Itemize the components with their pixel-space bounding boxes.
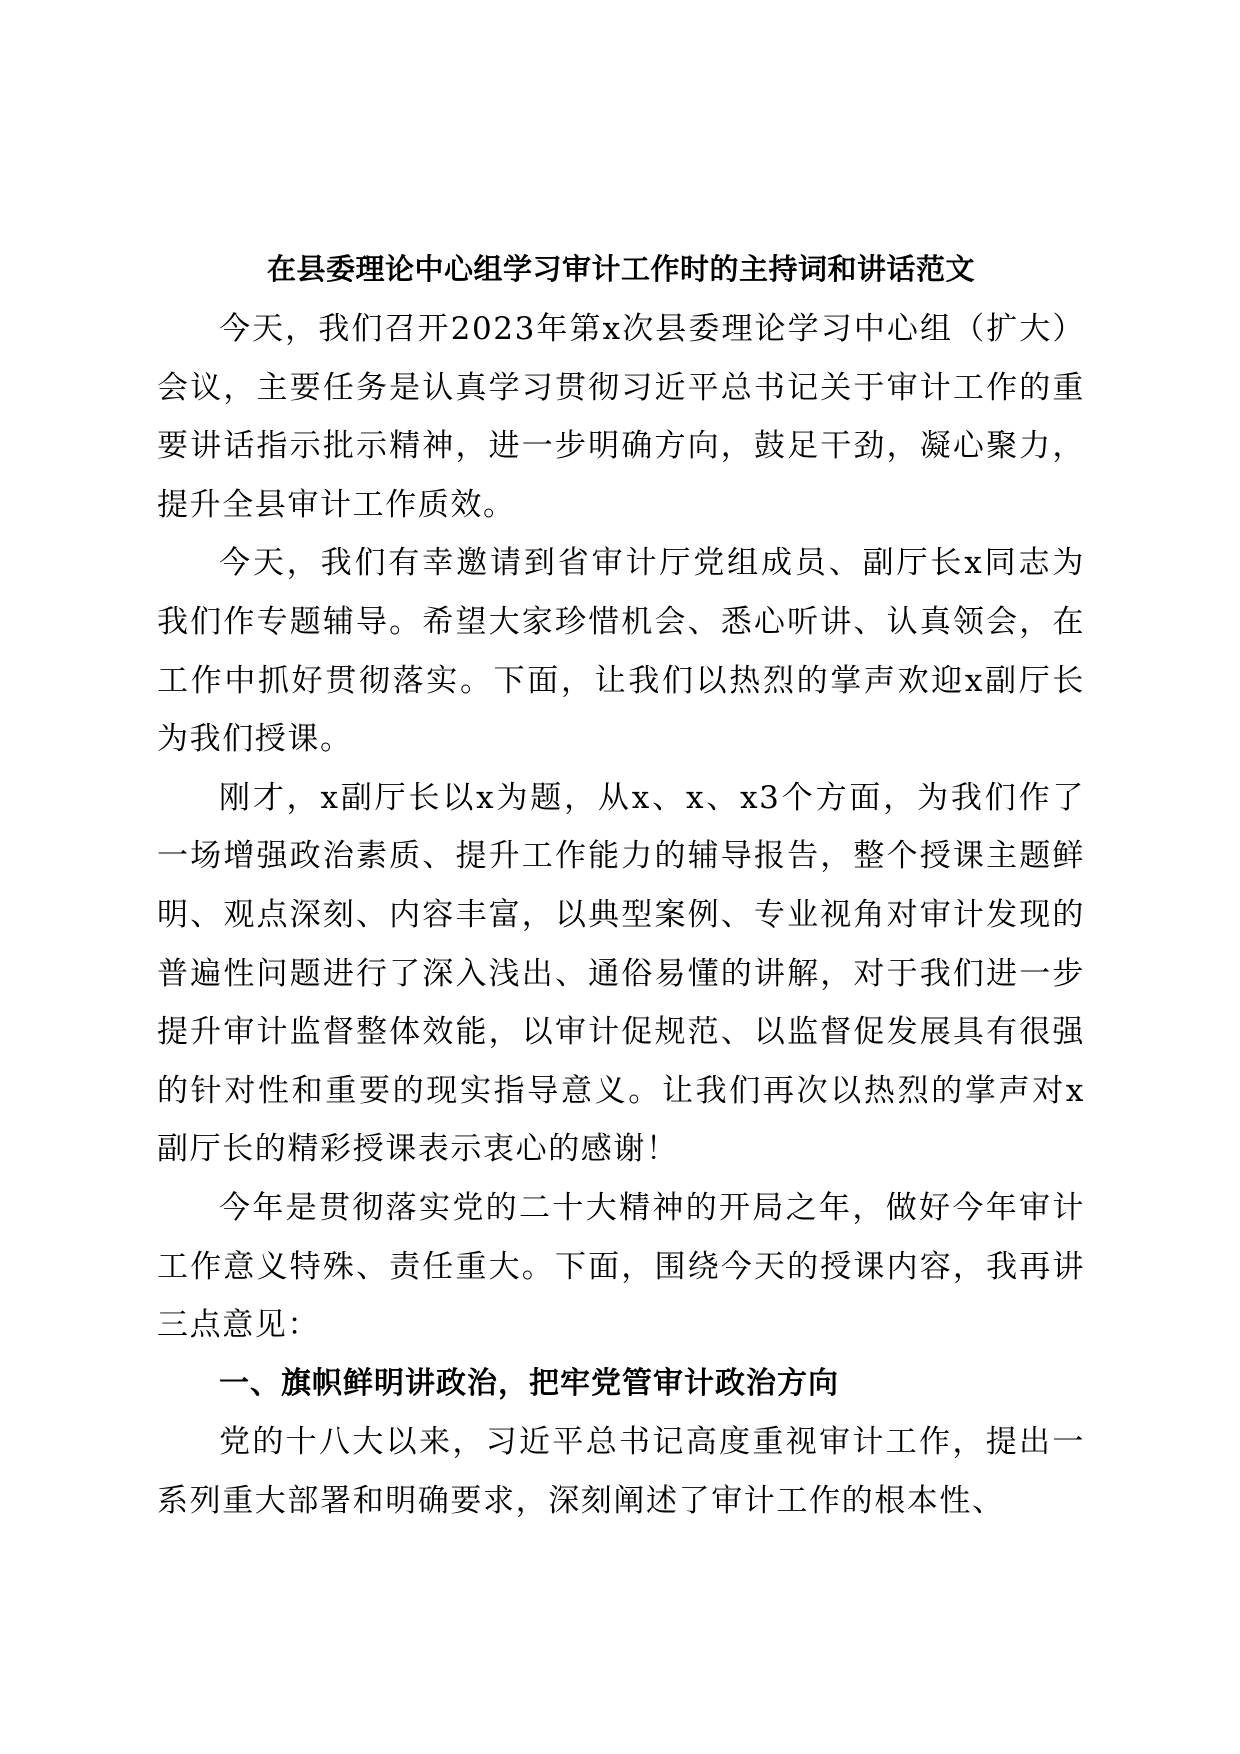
paragraph-transition: 今年是贯彻落实党的二十大精神的开局之年，做好今年审计工作意义特殊、责任重大。下面，围绕今天的授课内容，我再讲三点意见： bbox=[157, 1189, 1085, 1344]
paragraph-invitation: 今天，我们有幸邀请到省审计厅党组成员、副厅长x同志为我们作专题辅导。希望大家珍惜机会、悉心听讲、认真领会，在工作中抓好贯彻落实。下面，让我们以热烈的掌声欢迎x副厅长为我们授课。 bbox=[157, 545, 1085, 758]
document-page bbox=[157, 248, 1085, 1530]
paragraph-thanks: 刚才，x副厅长以x为题，从x、x、x3个方面，为我们作了一场增强政治素质、提升工作能力的辅导报告，整个授课主题鲜明、观点深刻、内容丰富，以典型案例、专业视角对审计发现的普遍性问题进行了深入浅出、通俗易懂的讲解，对于我们进一步提升审计监督整体效能，以审计促规范、以监督促发展具有很强的针对性和重要的现实指导意义。让我们再次以热烈的掌声对x副厅长的精彩授课表示衷心的感谢！ bbox=[157, 779, 1085, 1168]
paragraph-opening: 今天，我们召开2023年第x次县委理论学习中心组（扩大）会议，主要任务是认真学习贯彻习近平总书记关于审计工作的重要讲话指示批示精神，进一步明确方向，鼓足干劲，凝心聚力，提升全县审计工作质效。 bbox=[157, 311, 1085, 523]
document-title: 在县委理论中心组学习审计工作时的主持词和讲话范文 bbox=[266, 252, 975, 286]
paragraph-section-1: 党的十八大以来，习近平总书记高度重视审计工作，提出一系列重大部署和明确要求，深刻阐述了审计工作的根本性、 bbox=[157, 1424, 1085, 1519]
section-heading-1: 一、旗帜鲜明讲政治，把牢党管审计政治方向 bbox=[219, 1365, 839, 1401]
